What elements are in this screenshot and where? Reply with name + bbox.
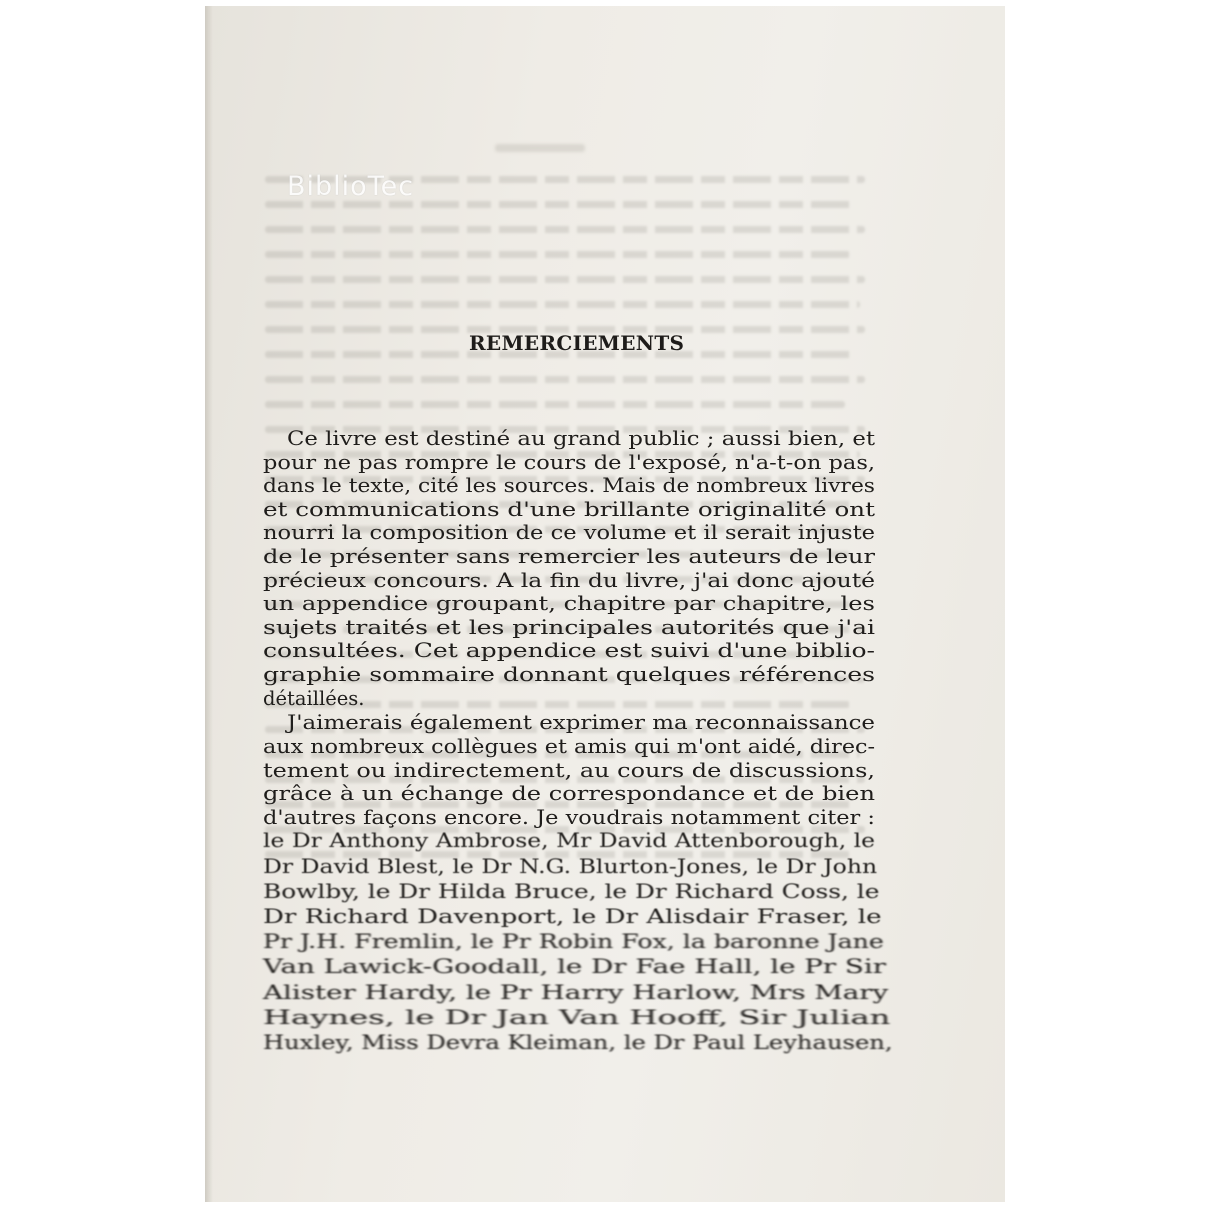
text-line: Alister Hardy, le Pr Harry Harlow, Mrs Mary [263, 980, 889, 1004]
text-line: dans le texte, cité les sources. Mais de nombreux livres [263, 474, 875, 498]
text-line: un appendice groupant, chapitre par chapitre, les [263, 592, 875, 616]
text-line: nourri la composition de ce volume et il serait injuste [263, 521, 876, 545]
watermark: BiblioTec [287, 171, 415, 202]
text-line: J'aimerais également exprimer ma reconnaissance [287, 711, 875, 735]
text-line: et communications d'une brillante originalité ont [263, 497, 876, 521]
text-line: graphie sommaire donnant quelques références [263, 663, 875, 686]
text-line: Ce livre est destiné au grand public ; aussi bien, et [287, 427, 876, 450]
text-line: Dr David Blest, le Dr N.G. Blurton-Jones, le Dr John [263, 854, 878, 878]
book-page-photo [205, 6, 1005, 1202]
text-line: grâce à un échange de correspondance et de bien [263, 782, 875, 806]
text-line: d'autres façons encore. Je voudrais notamment citer : [263, 805, 875, 829]
text-line: Van Lawick-Goodall, le Dr Fae Hall, le Pr Sir [263, 955, 886, 979]
text-line: tement ou indirectement, au cours de discussions, [263, 758, 875, 782]
text-line: sujets traités et les principales autorités que j'ai [263, 615, 876, 639]
body-text [205, 6, 1005, 1202]
text-line: aux nombreux collègues et amis qui m'ont aidé, direc- [263, 735, 876, 758]
text-line: détaillées. [263, 686, 365, 710]
text-line: le Dr Anthony Ambrose, Mr David Attenborough, le [263, 829, 876, 853]
text-line: Dr Richard Davenport, le Dr Alisdair Fraser, le [263, 905, 882, 928]
text-line: pour ne pas rompre le cours de l'exposé, n'a-t-on pas, [263, 450, 876, 474]
text-line: Pr J.H. Fremlin, le Pr Robin Fox, la baronne Jane [263, 930, 884, 954]
text-line: de le présenter sans remercier les auteurs de leur [263, 545, 876, 568]
text-line: Bowlby, le Dr Hilda Bruce, le Dr Richard Coss, le [263, 879, 880, 903]
page-title: REMERCIEMENTS [469, 331, 685, 355]
text-line: Haynes, le Dr Jan Van Hooff, Sir Julian [263, 1005, 891, 1029]
text-line: consultées. Cet appendice est suivi d'une biblio- [263, 639, 876, 663]
text-line: précieux concours. A la fin du livre, j'ai donc ajouté [263, 568, 876, 592]
text-line: Huxley, Miss Devra Kleiman, le Dr Paul Leyhausen, [263, 1031, 893, 1054]
